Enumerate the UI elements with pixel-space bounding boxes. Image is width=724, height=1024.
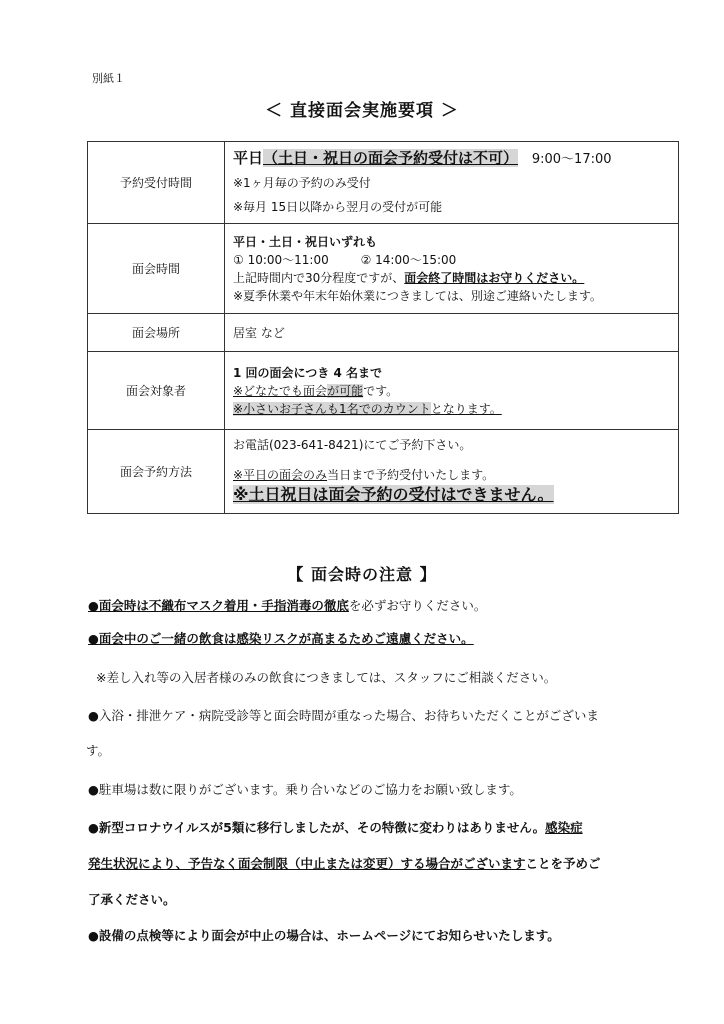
- visitor-limit: 1 回の面会につき 4 名まで: [233, 365, 382, 380]
- children-count-text: ※小さいお子さんも1名でのカウント: [233, 401, 431, 416]
- visit-place-value: 居室 など: [225, 314, 679, 352]
- phone-booking: お電話(023-641-8421)にてご予約下さい。: [233, 438, 472, 452]
- end-time-warning: 面会終了時間はお守りください。: [404, 270, 585, 285]
- mask-rule-end: を必ずお守りください。: [348, 598, 487, 613]
- reservation-hours-cell: [225, 142, 679, 224]
- covid-note: ●新型コロナウイルスが5類に移行しましたが、その特徴に変わりはありません。: [88, 820, 546, 835]
- page-title: ＜ 直接面会実施要項 ＞: [265, 101, 459, 121]
- next-month-note: ※毎月 15日以降から翌月の受付が可能: [233, 199, 443, 214]
- precautions-title: 【 面会時の注意 】: [287, 565, 437, 584]
- weekend-no-booking: ※土日祝日は面会予約の受付はできません。: [233, 485, 554, 504]
- duration-text: 上記時間内で30分程度ですが、: [233, 270, 405, 285]
- restriction-end: ことを予めご: [525, 856, 601, 871]
- sameday-end: 当日まで予約受付いたします。: [327, 468, 495, 482]
- list-item: ●駐車場は数に限りがございます。乗り合いなどのご協力をお願い致します。: [88, 782, 522, 797]
- restriction-text: 発生状況により、予告なく面会制限（中止または変更）する場合がございます: [88, 856, 526, 871]
- table-row: [88, 314, 679, 352]
- anyone-possible: が可能: [327, 383, 364, 398]
- list-item-continuation: す。: [86, 743, 111, 758]
- list-item: [88, 818, 583, 836]
- anyone-text: ※どなたでも面会: [233, 383, 328, 398]
- mask-rule: ●面会時は不織布マスク着用・手指消毒の徹底: [88, 598, 349, 613]
- visitors-cell: [225, 352, 679, 430]
- children-count-end: となります。: [430, 401, 502, 416]
- monthly-note: ※1ヶ月毎の予約のみ受付: [233, 175, 371, 190]
- list-item-continuation: [88, 854, 601, 872]
- anyone-end: です。: [363, 383, 399, 398]
- table-row: [88, 430, 679, 514]
- attachment-label: 別紙１: [92, 72, 125, 85]
- visit-hours-label: 面会時間: [88, 224, 225, 314]
- list-item: ●入浴・排泄ケア・病院受診等と面会時間が重なった場合、お待ちいただくことがございま: [88, 708, 599, 723]
- sameday-text: ※平日の面会のみ: [233, 468, 328, 482]
- booking-method-cell: [225, 430, 679, 514]
- list-item: [88, 596, 486, 614]
- weekday-text: 平日: [233, 148, 264, 167]
- slot-two: ② 14:00～15:00: [360, 252, 457, 267]
- list-item: ●設備の点検等により面会が中止の場合は、ホームページにてお知らせいたします。: [88, 928, 560, 943]
- list-item-continuation: 了承ください。: [88, 892, 176, 907]
- table-row: [88, 352, 679, 430]
- infection-text: 感染症: [545, 820, 583, 835]
- list-item: ●面会中のご一緒の飲食は感染リスクが高まるためご遠慮ください。: [88, 631, 474, 646]
- booking-method-label: 面会予約方法: [88, 430, 225, 514]
- table-row: [88, 224, 679, 314]
- reservation-hours-label: 予約受付時間: [88, 142, 225, 224]
- table-row: [88, 142, 679, 224]
- list-item: ※差し入れ等の入居者様のみの飲食につきましては、スタッフにご相談ください。: [96, 670, 557, 685]
- reservation-time: 9:00～17:00: [531, 151, 612, 167]
- visit-hours-cell: [225, 224, 679, 314]
- visit-place-label: 面会場所: [88, 314, 225, 352]
- visit-info-table: [87, 141, 679, 514]
- visit-days: 平日・土日・祝日いずれも: [233, 234, 378, 249]
- slot-one: ① 10:00～11:00: [233, 252, 329, 267]
- visitors-label: 面会対象者: [88, 352, 225, 430]
- holiday-note: ※夏季休業や年末年始休業につきましては、別途ご連絡いたします。: [233, 288, 602, 303]
- weekend-unavailable-text: （土日・祝日の面会予約受付は不可）: [263, 148, 519, 167]
